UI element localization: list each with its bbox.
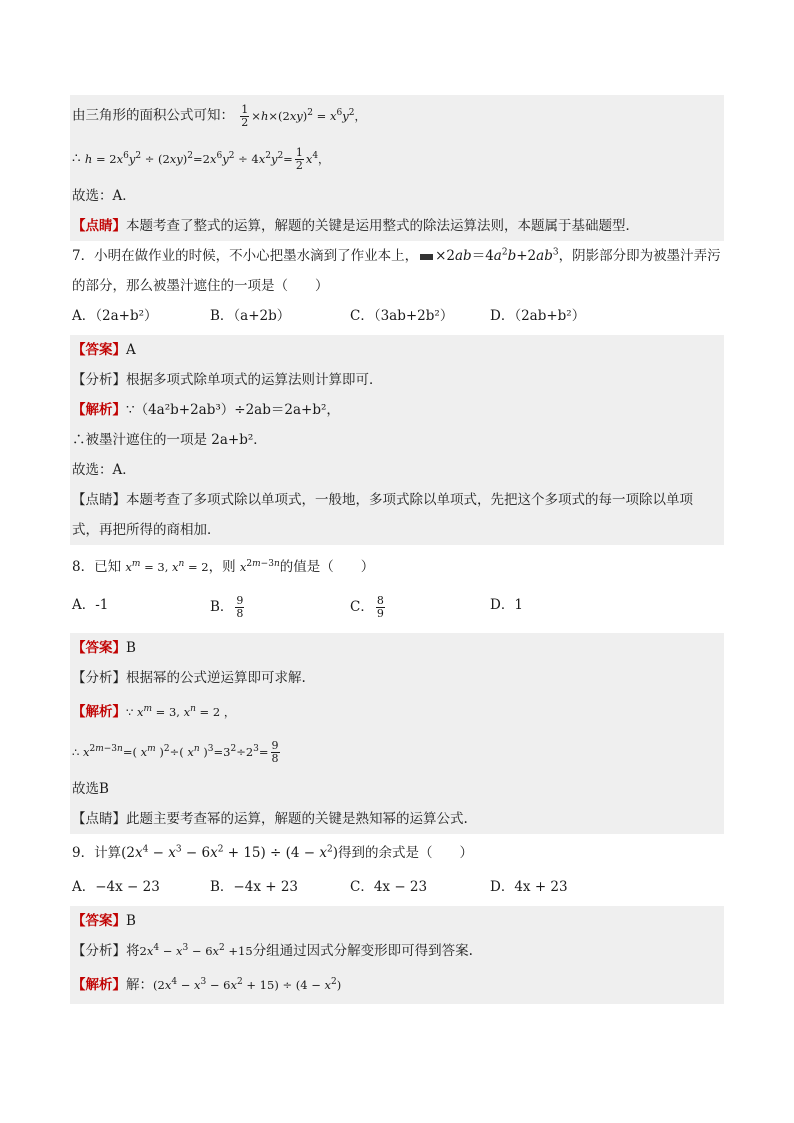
text: ∴被墨汁遮住的一项是 2a+b²． bbox=[72, 432, 267, 448]
q9-answer bbox=[70, 906, 724, 936]
q7-answer bbox=[70, 335, 724, 365]
option-b: B．（a+2b） bbox=[210, 308, 291, 324]
option-a: A．−4x − 23 bbox=[72, 879, 160, 895]
text: ∵（4a²b+2ab³）÷2ab＝2a+b²， bbox=[126, 402, 340, 418]
q9-solution bbox=[70, 966, 724, 1004]
ink-blot-icon bbox=[420, 254, 433, 260]
math-formula: $\frac{1}{2}$ $\times h\times(2xy)^2 = x^6y^2$， bbox=[241, 103, 366, 129]
q9-stem bbox=[70, 834, 724, 872]
option-d: D．1 bbox=[490, 597, 523, 613]
option-b: B． $\frac{9}{8}$ bbox=[210, 594, 244, 620]
text: 本题考查了整式的运算，解题的关键是运用整式的除法运算法则，本题属于基础题型． bbox=[126, 218, 639, 234]
option-b: B．−4x + 23 bbox=[210, 879, 299, 895]
document-page bbox=[70, 95, 724, 1004]
tag-analysis: 【分析】 bbox=[72, 943, 126, 959]
q8-dianjing bbox=[70, 804, 724, 834]
tag-answer: 【答案】 bbox=[72, 640, 126, 656]
text: 根据幂的公式逆运算即可求解. bbox=[126, 670, 306, 686]
q6-therefore-line bbox=[70, 138, 724, 181]
option-label: B． bbox=[210, 599, 234, 615]
option-c: C． $\frac{8}{9}$ bbox=[350, 594, 384, 620]
text: 阴影部分即为被墨汁弄污 bbox=[572, 248, 721, 264]
math-formula: $h = 2x^6y^2 \div (2xy)^2=2x^6y^2 \div 4x^2y^2=$ $\frac{1}{2}$ $x^4$， bbox=[84, 146, 330, 172]
math-formula: $(2x^4 - x^3 - 6x^2 + 15) \div (4 - x^2)$ bbox=[121, 844, 339, 861]
option-label: C． bbox=[350, 599, 374, 615]
q7-stem-line1 bbox=[70, 241, 724, 271]
option-d: D．4x + 23 bbox=[490, 879, 568, 895]
tag-solution: 【解析】 bbox=[72, 704, 126, 720]
q7-stem-line2 bbox=[70, 271, 724, 301]
tag-analysis: 【分析】 bbox=[72, 372, 126, 388]
q7-choose bbox=[70, 455, 724, 485]
q6-area-line bbox=[70, 95, 724, 138]
q7-options bbox=[70, 301, 724, 331]
option-c: C．（3ab+2b²） bbox=[350, 308, 454, 324]
math-formula: $x^m = 3$, $x^n = 2$ bbox=[125, 559, 209, 574]
text: 此题主要考查幂的运算，解题的关键是熟知幂的运算公式. bbox=[126, 811, 468, 827]
tag-answer: 【答案】 bbox=[72, 342, 126, 358]
math-formula: $2x^4 - x^3 - 6x^2 +15$ bbox=[139, 943, 253, 958]
tag-dianjing: 【点睛】 bbox=[72, 218, 126, 234]
option-c: C．4x − 23 bbox=[350, 879, 428, 895]
text: 由三角形的面积公式可知： bbox=[72, 107, 234, 124]
text: 故选B bbox=[72, 781, 109, 797]
math-formula: $(2x^4 - x^3 - 6x^2 + 15) \div (4 - x^2)$ bbox=[153, 977, 342, 992]
q8-choose bbox=[70, 774, 724, 804]
tag-solution: 【解析】 bbox=[72, 977, 126, 993]
text: 本题考查了多项式除以单项式，一般地，多项式除以单项式，先把这个多项式的每一项除以单项 bbox=[126, 492, 693, 508]
text: 解： bbox=[126, 977, 153, 993]
q6-dianjing bbox=[70, 211, 724, 241]
text: 的部分，那么被墨汁遮住的一项是（ ） bbox=[72, 278, 329, 294]
math-formula: ∵ $x^m = 3$, $x^n = 2$ ， bbox=[126, 704, 236, 719]
q8-analysis bbox=[70, 663, 724, 693]
tag-analysis: 【分析】 bbox=[72, 670, 126, 686]
q9-options bbox=[70, 872, 724, 902]
text: A bbox=[126, 342, 136, 358]
text: ，则 bbox=[208, 559, 236, 575]
text: 式，再把所得的商相加． bbox=[72, 522, 221, 538]
q8-answer bbox=[70, 633, 724, 663]
q9-analysis bbox=[70, 936, 724, 966]
text: 得到的余式是（ ） bbox=[338, 845, 474, 861]
q8-options bbox=[70, 586, 724, 629]
tag-dianjing: 【点睛】 bbox=[72, 492, 126, 508]
text: 8．已知 bbox=[72, 559, 122, 575]
therefore-symbol: ∴ bbox=[72, 150, 81, 167]
math-formula: $x^{2m-3n}$ bbox=[239, 559, 280, 574]
q7-solution-2 bbox=[70, 425, 724, 455]
q8-solution bbox=[70, 693, 724, 731]
q7-solution bbox=[70, 395, 724, 425]
text: B bbox=[126, 640, 136, 656]
tag-answer: 【答案】 bbox=[72, 913, 126, 929]
option-a: A．（2a+b²） bbox=[72, 308, 158, 324]
q8-solution-2 bbox=[70, 731, 724, 774]
text: 分组通过因式分解变形即可得到答案. bbox=[252, 943, 473, 959]
q6-choose bbox=[70, 181, 724, 211]
text: 7．小明在做作业的时候，不小心把墨水滴到了作业本上， bbox=[72, 248, 419, 264]
option-d: D．（2ab+b²） bbox=[490, 308, 586, 324]
text: 故选：A． bbox=[72, 188, 136, 204]
math-formula: ∴ $x^{2m-3n}=$( $x^m$ )$^2$÷( $x^n$ )$^3=3^2\div 2^3=$ $\frac{9}{8}$ bbox=[72, 739, 279, 765]
q7-dianjing-2 bbox=[70, 515, 724, 545]
text: 故选：A． bbox=[72, 462, 136, 478]
text: 的值是（ ） bbox=[279, 559, 375, 575]
q7-analysis bbox=[70, 365, 724, 395]
q8-stem bbox=[70, 545, 724, 586]
text: 9．计算 bbox=[72, 845, 122, 861]
tag-dianjing: 【点睛】 bbox=[72, 811, 126, 827]
text: B bbox=[126, 913, 136, 929]
tag-solution: 【解析】 bbox=[72, 402, 126, 418]
text: 根据多项式除单项式的运算法则计算即可． bbox=[126, 372, 383, 388]
q7-dianjing bbox=[70, 485, 724, 515]
option-a: A．-1 bbox=[72, 597, 109, 613]
text: 将 bbox=[126, 943, 140, 959]
math-formula: $\times 2ab=4a^2b+2ab^3$， bbox=[435, 247, 573, 264]
